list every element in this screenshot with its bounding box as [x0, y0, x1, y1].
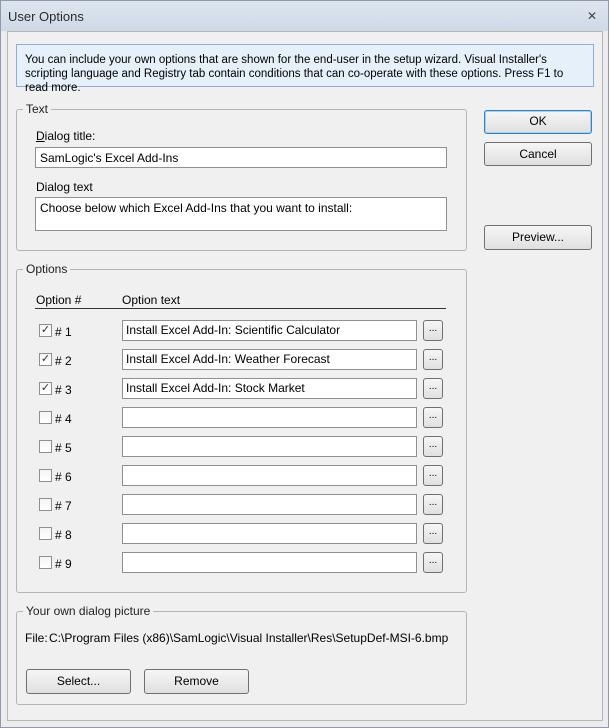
option-checkbox[interactable]	[39, 324, 52, 337]
option-checkbox[interactable]	[39, 440, 52, 453]
option-browse-button[interactable]: ...	[423, 494, 443, 515]
option-browse-button[interactable]: ...	[423, 349, 443, 370]
dialog-text-label: Dialog text	[36, 180, 93, 194]
option-number: # 6	[55, 470, 72, 484]
options-group	[16, 262, 467, 593]
file-path: C:\Program Files (x86)\SamLogic\Visual Installer\Res\SetupDef-MSI-6.bmp	[49, 631, 449, 645]
option-number: # 8	[55, 528, 72, 542]
option-number: # 4	[55, 412, 72, 426]
title-bar	[1, 1, 608, 31]
option-checkbox[interactable]	[39, 382, 52, 395]
picture-group-label: Your own dialog picture	[23, 604, 153, 618]
remove-button-label: Remove	[174, 674, 219, 688]
option-browse-button[interactable]: ...	[423, 552, 443, 573]
option-browse-button[interactable]: ...	[423, 523, 443, 544]
option-number: # 2	[55, 354, 72, 368]
option-text-header: Option text	[122, 293, 181, 307]
option-checkbox[interactable]	[39, 498, 52, 511]
check-icon: ✓	[40, 382, 51, 394]
option-number: # 1	[55, 325, 72, 339]
option-browse-button[interactable]: ...	[423, 436, 443, 457]
options-group-label: Options	[23, 262, 70, 276]
option-text-input[interactable]: Install Excel Add-In: Stock Market	[122, 378, 417, 399]
option-checkbox[interactable]	[39, 411, 52, 424]
check-icon: ✓	[40, 353, 51, 365]
dialog-title-input[interactable]	[35, 147, 447, 168]
option-number: # 9	[55, 557, 72, 571]
select-button[interactable]	[26, 669, 131, 694]
option-number: # 3	[55, 383, 72, 397]
option-browse-button[interactable]: ...	[423, 378, 443, 399]
header-divider	[35, 308, 446, 309]
option-text-input[interactable]	[122, 494, 417, 515]
option-checkbox[interactable]	[39, 556, 52, 569]
option-text-input[interactable]	[122, 465, 417, 486]
option-browse-button[interactable]: ...	[423, 407, 443, 428]
option-checkbox[interactable]	[39, 527, 52, 540]
dialog-title-label: Dialog title:	[36, 129, 96, 143]
option-text-input[interactable]	[122, 436, 417, 457]
ok-button-label: OK	[529, 114, 547, 128]
preview-button[interactable]	[484, 225, 592, 250]
check-icon: ✓	[40, 324, 51, 336]
option-text-input[interactable]: Install Excel Add-In: Scientific Calculator	[122, 320, 417, 341]
cancel-button[interactable]	[484, 142, 592, 166]
option-text-input[interactable]: Install Excel Add-In: Weather Forecast	[122, 349, 417, 370]
option-number-header: Option #	[36, 293, 82, 307]
file-label: File:	[25, 631, 48, 645]
text-group-label: Text	[23, 102, 51, 116]
select-button-label: Select...	[56, 674, 101, 688]
option-text-input[interactable]	[122, 523, 417, 544]
option-text-input[interactable]	[122, 407, 417, 428]
option-browse-button[interactable]: ...	[423, 320, 443, 341]
ok-button[interactable]	[484, 110, 592, 134]
remove-button[interactable]	[144, 669, 249, 694]
dialog-text-area[interactable]: Choose below which Excel Add-Ins that you want to install:	[35, 197, 447, 231]
option-browse-button[interactable]: ...	[423, 465, 443, 486]
picture-group	[16, 604, 467, 705]
option-checkbox[interactable]	[39, 353, 52, 366]
cancel-button-label: Cancel	[519, 147, 557, 161]
text-group	[16, 102, 467, 251]
window-title: User Options	[8, 9, 84, 24]
option-checkbox[interactable]	[39, 469, 52, 482]
preview-button-label: Preview...	[511, 230, 565, 244]
option-text-input[interactable]	[122, 552, 417, 573]
dialog-body	[7, 31, 603, 721]
option-number: # 7	[55, 499, 72, 513]
close-icon[interactable]: ✕	[586, 9, 598, 23]
info-panel: You can include your own options that are shown for the end-user in the setup wizard. Visual Installer's scripting language and Registry tab contain conditions that can co-operate with these options. Press F1 to read more.	[16, 44, 594, 87]
option-number: # 5	[55, 441, 72, 455]
